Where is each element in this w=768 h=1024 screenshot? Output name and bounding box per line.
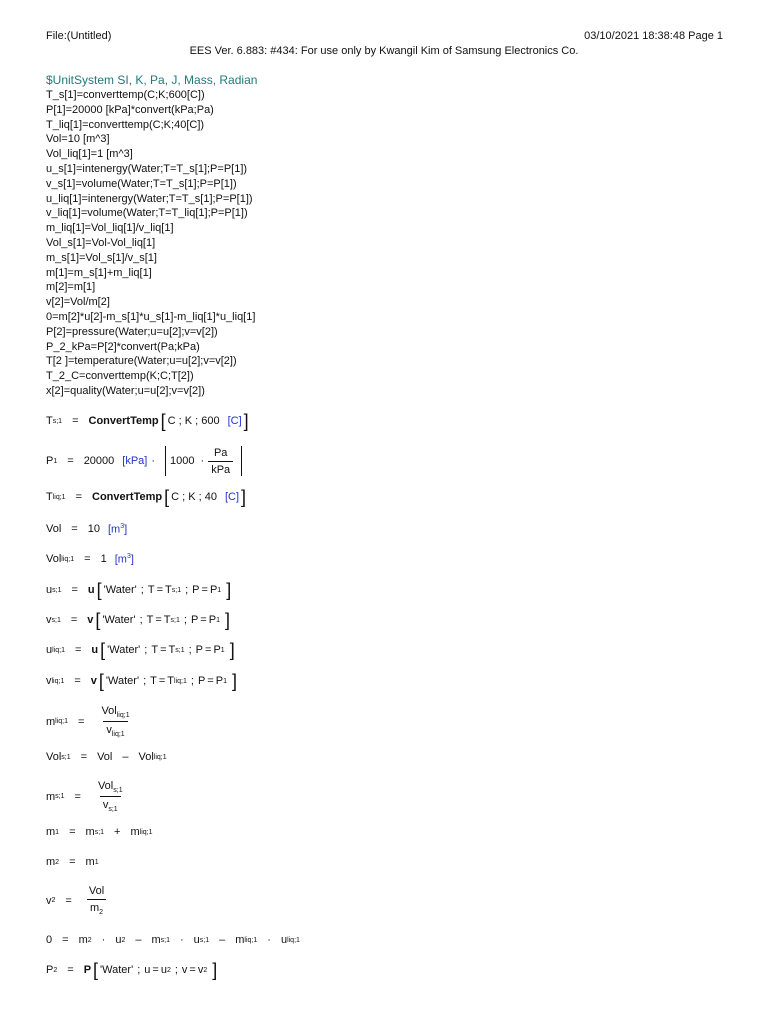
param-equals: = xyxy=(152,964,159,976)
equals-sign: = xyxy=(71,523,78,536)
unit-system-directive: $UnitSystem SI, K, Pa, J, Mass, Radian xyxy=(46,73,258,87)
eq-lhs: P xyxy=(46,455,54,467)
equals-sign: = xyxy=(67,964,74,976)
left-bracket: [ xyxy=(98,670,104,691)
left-bracket: [ xyxy=(96,579,102,600)
param-value: v xyxy=(197,964,204,976)
unit-base: [m xyxy=(114,553,127,566)
code-line: Vol_s[1]=Vol-Vol_liq[1] xyxy=(46,236,156,249)
unit-exponent: 3 xyxy=(120,523,125,530)
eq-lhs: m xyxy=(46,856,56,868)
plus-sign: + xyxy=(114,826,121,838)
param-name: T xyxy=(147,584,155,596)
eq-lhs: Vol xyxy=(46,523,62,536)
term-sub: 2 xyxy=(121,936,126,944)
eq-m1 xyxy=(46,826,152,838)
eq-tliq1 xyxy=(46,486,248,507)
equals-sign: = xyxy=(78,715,85,728)
separator: ; xyxy=(139,614,143,626)
func-name: ConvertTemp xyxy=(92,491,163,503)
param-value: T xyxy=(167,675,175,687)
unit-label xyxy=(108,523,127,536)
eq-vliq1 xyxy=(46,670,239,691)
param-value: P xyxy=(209,584,218,596)
param-sub: 1 xyxy=(220,646,225,654)
den-sub: liq;1 xyxy=(111,731,125,738)
eq-us1 xyxy=(46,579,233,600)
equals-sign: = xyxy=(80,751,88,763)
header-timestamp: 03/10/2021 18:38:48 Page 1 xyxy=(584,30,723,42)
minus-sign: – xyxy=(219,934,226,946)
eq-ts1 xyxy=(46,410,251,431)
right-bracket: ] xyxy=(226,579,232,600)
param-value: T xyxy=(163,614,171,626)
fluid-arg: 'Water' xyxy=(100,964,134,976)
unit-fraction xyxy=(208,447,233,476)
den-base: v xyxy=(106,724,112,736)
dot-operator: · xyxy=(267,934,271,946)
eq-value: 10 xyxy=(87,523,100,536)
fluid-arg: 'Water' xyxy=(105,675,140,687)
dot-operator: · xyxy=(200,455,205,467)
fluid-arg: 'Water' xyxy=(103,584,137,596)
eq-lhs: m xyxy=(46,826,56,838)
code-line: Vol_liq[1]=1 [m^3] xyxy=(46,148,133,161)
eq-value: 20000 xyxy=(83,455,115,467)
separator: ; xyxy=(188,644,192,656)
param-name: T xyxy=(146,614,154,626)
eq-sub: s;1 xyxy=(52,417,63,425)
param-equals: = xyxy=(158,675,166,687)
separator: ; xyxy=(137,964,141,976)
param-equals: = xyxy=(200,614,207,626)
num-sub: liq;1 xyxy=(116,712,130,719)
code-line: v_liq[1]=volume(Water;T=T_liq[1];P=P[1]) xyxy=(46,207,248,220)
code-line: P_2_kPa=P[2]*convert(Pa;kPa) xyxy=(46,340,200,353)
eq-mliq1 xyxy=(46,705,137,738)
separator: ; xyxy=(190,675,194,687)
separator: ; xyxy=(144,644,148,656)
fraction-denominator xyxy=(103,721,127,738)
eq-sub: s;1 xyxy=(61,753,71,761)
code-line: u_s[1]=intenergy(Water;T=T_s[1];P=P[1]) xyxy=(46,162,248,175)
term-b: Vol xyxy=(138,751,154,763)
dot-operator: · xyxy=(101,934,106,946)
left-bracket: [ xyxy=(95,609,101,630)
code-line: m[1]=m_s[1]+m_liq[1] xyxy=(46,266,152,279)
param-equals: = xyxy=(201,584,208,596)
unit-end: ] xyxy=(130,553,134,566)
equals-sign: = xyxy=(67,455,74,467)
eq-lhs: T xyxy=(46,415,53,427)
dot-operator: · xyxy=(151,455,156,467)
func-name: u xyxy=(87,584,95,596)
code-line: Vol=10 [m^3] xyxy=(46,133,110,146)
code-line: T_s[1]=converttemp(C;K;600[C]) xyxy=(46,89,205,101)
equals-sign: = xyxy=(69,826,76,838)
fraction-denominator: kPa xyxy=(208,461,233,476)
eq-lhs: u xyxy=(46,644,53,656)
eq-sub: 1 xyxy=(55,828,60,836)
eq-uliq1 xyxy=(46,639,237,660)
num-base: Vol xyxy=(97,780,114,792)
equals-sign: = xyxy=(72,415,79,427)
right-bracket: ] xyxy=(224,609,230,630)
den-base: v xyxy=(102,799,109,811)
eq-sub: s;1 xyxy=(55,793,65,800)
param-value: P xyxy=(208,614,217,626)
equals-sign: = xyxy=(70,614,78,626)
equation-code-block xyxy=(46,88,255,399)
code-line: u_liq[1]=intenergy(Water;T=T_s[1];P=P[1]) xyxy=(46,192,253,205)
dot-operator: · xyxy=(179,934,184,946)
unit-label xyxy=(115,553,134,566)
param-equals: = xyxy=(156,584,164,596)
term: u xyxy=(115,934,122,946)
term-sub: liq;1 xyxy=(244,936,258,944)
param-value: T xyxy=(168,644,176,656)
den-sub: s;1 xyxy=(108,806,118,813)
term-sub: s;1 xyxy=(160,936,170,944)
term: m xyxy=(78,934,88,946)
param-sub: 2 xyxy=(166,966,171,974)
fluid-arg: 'Water' xyxy=(107,644,141,656)
header-file: File:(Untitled) xyxy=(46,30,112,42)
term-a-sub: 1 xyxy=(94,858,99,866)
minus-sign: – xyxy=(135,934,142,946)
code-line: m_liq[1]=Vol_liq[1]/v_liq[1] xyxy=(46,222,174,235)
left-bracket: [ xyxy=(160,410,166,431)
eq-lhs: P xyxy=(46,964,54,976)
equals-sign: = xyxy=(65,894,72,907)
eq-sub: liq;1 xyxy=(55,718,69,725)
separator: ; xyxy=(174,964,178,976)
den-sub: 2 xyxy=(99,909,104,916)
term-a-sub: s;1 xyxy=(94,828,105,836)
code-line: T_2_C=converttemp(K;C;T[2]) xyxy=(46,370,194,383)
code-line: 0=m[2]*u[2]-m_s[1]*u_s[1]-m_liq[1]*u_liq[1] xyxy=(46,310,256,323)
param-name: P xyxy=(195,644,204,656)
param-equals: = xyxy=(160,644,167,656)
equals-sign: = xyxy=(69,856,76,868)
func-args: C ; K ; 600 xyxy=(167,415,220,427)
param-equals: = xyxy=(189,964,196,976)
fraction-denominator xyxy=(87,899,106,916)
param-name: P xyxy=(192,584,200,596)
code-line: m[2]=m[1] xyxy=(46,281,96,294)
param-sub: s;1 xyxy=(175,646,185,654)
fraction-numerator xyxy=(95,780,126,796)
eq-sub: 2 xyxy=(51,897,56,904)
term-a: m xyxy=(85,826,95,838)
eq-sub: liq;1 xyxy=(61,555,75,563)
equals-sign: = xyxy=(84,553,91,566)
code-line: T[2 ]=temperature(Water;u=u[2];v=v[2]) xyxy=(46,355,237,368)
func-args: C ; K ; 40 xyxy=(171,491,217,503)
term: u xyxy=(280,934,288,946)
equals-sign: = xyxy=(75,491,83,503)
left-bracket: [ xyxy=(93,959,99,980)
eq-sub: s;1 xyxy=(51,616,61,624)
term-sub: liq;1 xyxy=(287,936,300,944)
param-name: P xyxy=(197,675,206,687)
conversion-factor: 1000 xyxy=(170,455,195,467)
right-bracket: ] xyxy=(241,486,247,507)
abs-bar-left xyxy=(165,446,166,476)
param-sub: s;1 xyxy=(170,616,180,624)
func-name: u xyxy=(91,644,99,656)
unit-base: [m xyxy=(107,523,121,536)
param-equals: = xyxy=(155,614,162,626)
minus-sign: – xyxy=(122,751,129,763)
eq-vs1 xyxy=(46,609,232,630)
term-b-sub: liq;1 xyxy=(153,753,167,761)
eq-v2 xyxy=(46,885,111,916)
unit-end: ] xyxy=(124,523,128,536)
eq-sub: 1 xyxy=(53,457,58,465)
eq-p1 xyxy=(46,446,246,476)
term-b-sub: liq;1 xyxy=(139,828,153,836)
code-line: m_s[1]=Vol_s[1]/v_s[1] xyxy=(46,251,157,264)
eq-vols1 xyxy=(46,751,167,763)
param-value: u xyxy=(160,964,167,976)
fraction-numerator: Vol xyxy=(88,885,105,897)
right-bracket: ] xyxy=(231,670,237,691)
den-base: m xyxy=(89,902,100,914)
param-sub: 1 xyxy=(223,677,227,685)
code-line: T_liq[1]=converttemp(C;K;40[C]) xyxy=(46,118,205,131)
eq-lhs: 0 xyxy=(46,934,53,946)
param-name: u xyxy=(144,964,151,976)
eq-sub: liq;1 xyxy=(52,646,65,654)
eq-p2 xyxy=(46,959,219,980)
term-b: m xyxy=(130,826,140,838)
eq-sub: 2 xyxy=(55,858,60,866)
param-sub: 2 xyxy=(203,966,208,974)
func-name: ConvertTemp xyxy=(88,415,159,427)
param-sub: liq;1 xyxy=(174,677,187,685)
param-value: P xyxy=(213,644,221,656)
term-sub: 2 xyxy=(87,936,92,944)
equals-sign: = xyxy=(74,790,81,803)
unit-label: [C] xyxy=(224,491,240,503)
separator: ; xyxy=(140,584,144,596)
code-line: P[2]=pressure(Water;u=u[2];v=v[2]) xyxy=(46,325,218,338)
separator: ; xyxy=(143,675,147,687)
equals-sign: = xyxy=(62,934,69,946)
num-sub: s;1 xyxy=(113,787,123,794)
eq-lhs: Vol xyxy=(46,553,62,566)
equals-sign: = xyxy=(71,584,78,596)
param-sub: s;1 xyxy=(171,586,182,594)
eq-lhs: m xyxy=(46,790,56,803)
eq-sub: liq;1 xyxy=(51,677,65,685)
eq-energy-balance xyxy=(46,934,300,946)
eq-lhs: T xyxy=(46,491,53,503)
num-base: Vol xyxy=(101,705,117,717)
left-bracket: [ xyxy=(100,639,106,660)
func-name: v xyxy=(90,675,97,687)
eq-lhs: Vol xyxy=(46,751,62,763)
eq-lhs: m xyxy=(46,715,56,728)
eq-volliq1 xyxy=(46,553,134,566)
fluid-arg: 'Water' xyxy=(102,614,136,626)
eq-m2 xyxy=(46,856,99,868)
separator: ; xyxy=(183,614,187,626)
param-name: T xyxy=(150,675,157,687)
right-bracket: ] xyxy=(243,410,249,431)
term: u xyxy=(193,934,200,946)
param-value: T xyxy=(165,584,172,596)
code-line: v[2]=Vol/m[2] xyxy=(46,296,110,309)
code-line: v_s[1]=volume(Water;T=T_s[1];P=P[1]) xyxy=(46,177,237,190)
param-value: P xyxy=(215,675,224,687)
right-bracket: ] xyxy=(212,959,218,980)
left-bracket: [ xyxy=(164,486,170,507)
fraction-numerator: Pa xyxy=(213,446,228,459)
param-name: v xyxy=(181,964,188,976)
fraction xyxy=(95,780,126,813)
separator: ; xyxy=(185,584,189,596)
header-version: EES Ver. 6.883: #434: For use only by Kwangil Kim of Samsung Electronics Co. xyxy=(189,45,579,57)
fraction-denominator xyxy=(100,796,121,813)
term-a: Vol xyxy=(97,751,113,763)
eq-ms1 xyxy=(46,780,130,813)
param-sub: 1 xyxy=(217,586,222,594)
equals-sign: = xyxy=(74,675,81,687)
eq-value: 1 xyxy=(100,553,107,566)
term-sub: s;1 xyxy=(199,936,210,944)
term: m xyxy=(235,934,245,946)
code-line: P[1]=20000 [kPa]*convert(kPa;Pa) xyxy=(46,103,214,116)
param-equals: = xyxy=(205,644,212,656)
eq-lhs: u xyxy=(46,584,53,596)
unit-label: [kPa] xyxy=(122,455,148,467)
eq-lhs: v xyxy=(46,675,52,687)
param-sub: 1 xyxy=(216,616,220,624)
eq-lhs: v xyxy=(46,894,52,907)
param-name: P xyxy=(190,614,199,626)
abs-bar-right xyxy=(241,446,242,476)
unit-label: [C] xyxy=(227,415,242,427)
func-name: P xyxy=(83,964,92,976)
eq-sub: 2 xyxy=(53,966,58,974)
eq-lhs: v xyxy=(46,614,52,626)
param-equals: = xyxy=(207,675,214,687)
code-line: x[2]=quality(Water;u=u[2];v=v[2]) xyxy=(46,384,205,397)
fraction-numerator xyxy=(98,705,132,721)
eq-sub: liq;1 xyxy=(52,493,66,501)
fraction xyxy=(98,705,132,738)
eq-sub: s;1 xyxy=(52,586,62,594)
param-name: T xyxy=(151,644,159,656)
eq-vol xyxy=(46,523,127,536)
unit-exponent: 3 xyxy=(126,553,131,560)
term-a: m xyxy=(85,856,95,868)
term: m xyxy=(151,934,161,946)
fraction xyxy=(86,885,107,916)
func-name: v xyxy=(87,614,94,626)
right-bracket: ] xyxy=(229,639,235,660)
equals-sign: = xyxy=(74,644,82,656)
